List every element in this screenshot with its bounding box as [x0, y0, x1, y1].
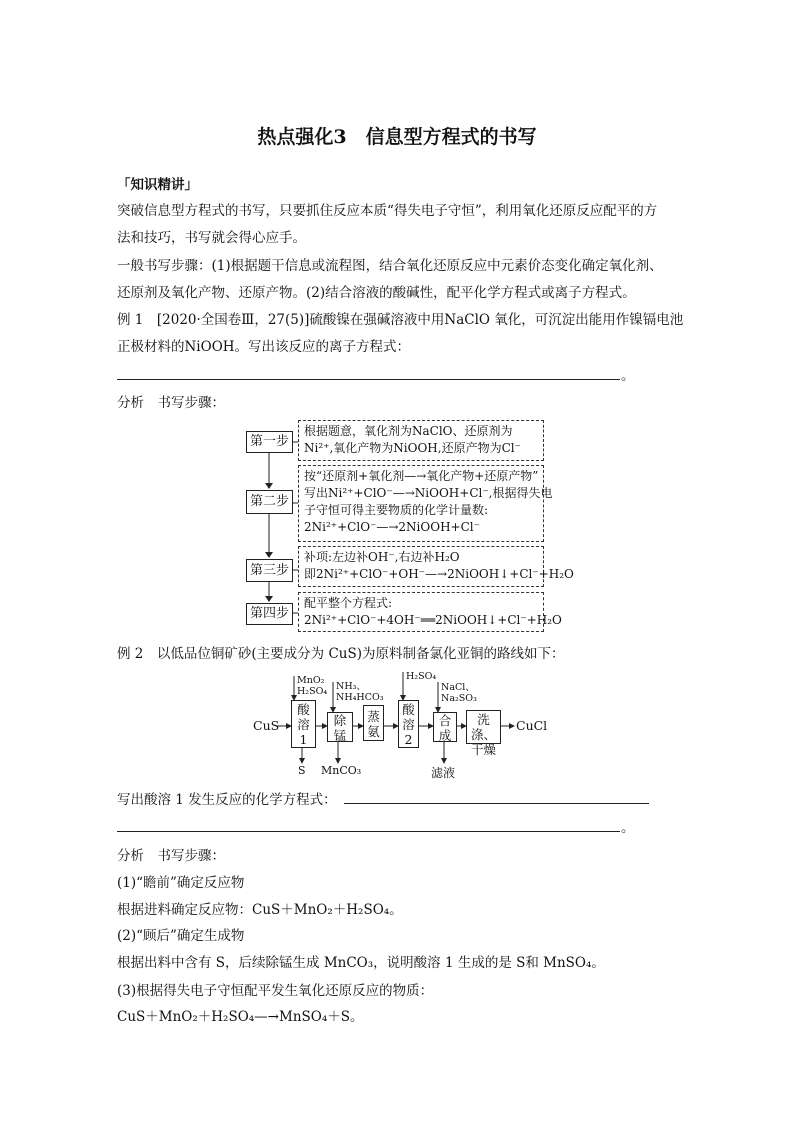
step1-text-2: Ni²⁺,氧化产物为NiOOH,还原产物为Cl⁻ [304, 441, 521, 455]
analysis2-item-3: (2)“顾后”确定生成物 [117, 928, 245, 944]
flow-box2-char-2: 锰 [333, 728, 347, 743]
step4-text-1: 配平整个方程式: [304, 596, 393, 610]
step2-text-2: 写出Ni²⁺+ClO⁻—→NiOOH+Cl⁻,根据得失电 [304, 486, 553, 500]
step-box-4: 第四步 [246, 603, 293, 625]
step-box-3: 第三步 [246, 559, 293, 582]
flow-box4-char-1: 酸 [402, 702, 415, 717]
flow-box-wash-dry [466, 710, 501, 757]
flow-box4-char-2: 溶 [402, 717, 415, 732]
answer-period-1: 。 [621, 368, 635, 384]
steps-line-2: 还原剂及氧化产物、还原产物。(2)结合溶液的酸碱性，配平化学方程式或离子方程式。 [117, 285, 636, 301]
flow-output-s: S [298, 764, 306, 777]
answer-period-2: 。 [621, 820, 635, 836]
flow-box3-char-1: 蒸 [367, 709, 380, 724]
step-box-2: 第二步 [246, 490, 293, 514]
step3-text-2: 即2Ni²⁺+ClO⁻+OH⁻—→2NiOOH↓+Cl⁻+H₂O [304, 567, 574, 581]
page-title: 热点强化3 信息型方程式的书写 [257, 126, 537, 148]
flow-box2-char-1: 除 [333, 713, 347, 728]
answer-line-2a [344, 803, 649, 804]
flow-output-filtrate: 滤液 [431, 766, 456, 780]
analysis2-item-1: (1)“瞻前”确定反应物 [117, 875, 245, 891]
step3-text-1: 补项:左边补OH⁻,右边补H₂O [304, 550, 460, 564]
flow-box5-char-2: 成 [438, 728, 452, 743]
flow-box-synthesis [433, 712, 457, 742]
analysis2-item-4: 根据出料中含有 S，后续除锰生成 MnCO₃，说明酸溶 1 生成的是 S和 MnSO₄。 [117, 955, 605, 971]
flow-input-h2so4-2: H₂SO₄ [406, 671, 437, 682]
flow-input-nh4hco3: NH₄HCO₃ [336, 692, 384, 703]
flow-box-acid-dissolve-2 [398, 700, 419, 748]
intro-line-1: 突破信息型方程式的书写，只要抓住反应本质“得失电子守恒”，利用氧化还原反应配平的方 [117, 203, 658, 219]
flow-box1-char-2: 溶 [297, 717, 310, 732]
flow-start-cus: CuS [253, 718, 280, 733]
flow-box4-char-3: 2 [404, 732, 413, 747]
flow-box-acid-dissolve-1 [291, 700, 316, 748]
analysis2-item-5: (3)根据得失电子守恒配平发生氧化还原反应的物质： [117, 983, 434, 999]
intro-line-2: 法和技巧，书写就会得心应手。 [117, 230, 306, 246]
flow-input-nh3: NH₃、 [336, 681, 366, 692]
flow-box6-line-1: 洗涤、 [470, 712, 496, 742]
flow-box6-line-2: 干燥 [470, 742, 496, 757]
flow-input-mno2: MnO₂ [297, 675, 325, 686]
example2-line: 例 2 以低品位铜矿砂(主要成分为 CuS)为原料制备氯化亚铜的路线如下： [117, 646, 565, 662]
step2-text-4: 2Ni²⁺+ClO⁻—→2NiOOH+Cl⁻ [304, 520, 480, 534]
example1-line-2: 正极材料的NiOOH。写出该反应的离子方程式： [117, 339, 411, 355]
step4-text-2: 2Ni²⁺+ClO⁻+4OH⁻══2NiOOH↓+Cl⁻+H₂O [304, 613, 562, 627]
flow-box-remove-mn [327, 712, 353, 742]
step1-text-1: 根据题意，氧化剂为NaClO、还原剂为 [304, 424, 513, 438]
step2-text-1: 按“还原剂+氧化剂—→氧化产物+还原产物” [304, 469, 539, 483]
example1-line-1: 例 1 [2020·全国卷Ⅲ，27(5)]硫酸镍在强碱溶液中用NaClO 氧化，可沉淀出能用作镍镉电池 [117, 312, 684, 328]
flow-box1-char-3: 1 [299, 732, 308, 747]
example2-question: 写出酸溶 1 发生反应的化学方程式： [117, 792, 337, 808]
flow-input-h2so4-1: H₂SO₄ [297, 686, 328, 697]
flow-input-na2so3: Na₂SO₃ [441, 693, 477, 704]
answer-line-2b [117, 831, 620, 832]
step-box-1: 第一步 [246, 431, 293, 453]
section-label: 「知识精讲」 [117, 177, 198, 193]
flow-input-nacl: NaCl、 [441, 682, 475, 693]
step2-text-3: 子守恒可得主要物质的化学计量数: [304, 503, 489, 517]
flow-box1-char-1: 酸 [297, 702, 310, 717]
analysis2-item-2: 根据进料确定反应物：CuS＋MnO₂＋H₂SO₄。 [117, 902, 403, 918]
flow-box5-char-1: 合 [438, 713, 452, 728]
analysis2-item-6: CuS＋MnO₂＋H₂SO₄—→MnSO₄＋S。 [117, 1009, 364, 1025]
steps-line-1: 一般书写步骤：(1)根据题干信息或流程图，结合氧化还原反应中元素价态变化确定氧化剂、 [117, 258, 663, 274]
analysis2-label: 分析 书写步骤： [117, 848, 225, 864]
analysis1-label: 分析 书写步骤： [117, 395, 225, 411]
flow-box-steam-ammonia [363, 705, 384, 741]
flow-box3-char-2: 氨 [367, 724, 380, 739]
flow-end-cucl: CuCl [516, 718, 548, 733]
flow-output-mnco3: MnCO₃ [321, 764, 362, 777]
